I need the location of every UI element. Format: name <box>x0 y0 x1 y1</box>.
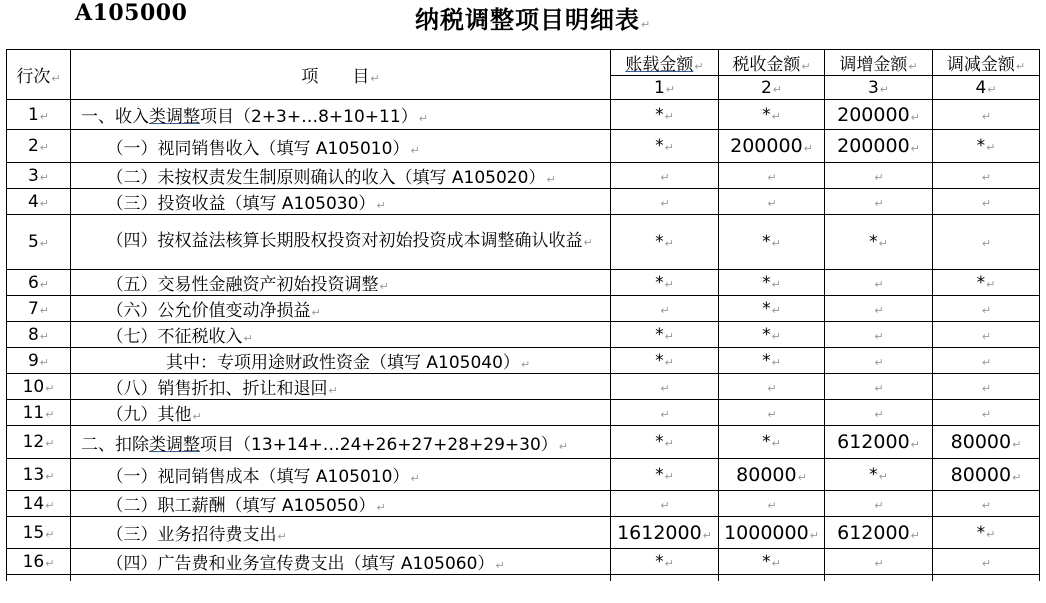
item-name-cell: （一）视同销售收入（填写 A105010）↵ <box>71 130 611 163</box>
book-amount-cell: 1612000↵ <box>611 517 719 549</box>
table-row <box>7 270 1040 296</box>
increase-amount-cell: ↵ <box>825 348 933 374</box>
table-row <box>7 491 1040 517</box>
tax-amount-cell: *↵ <box>719 322 825 348</box>
item-name-cell: （四）广告费和业务宣传费支出（填写 A105060）↵ <box>71 549 611 575</box>
row-number-cell: 4↵ <box>7 189 71 215</box>
table-row <box>7 296 1040 322</box>
tax-amount-cell: *↵ <box>719 426 825 459</box>
row-number-cell: 16↵ <box>7 549 71 575</box>
partial-cell <box>825 575 933 582</box>
decrease-amount-cell: ↵ <box>933 100 1040 130</box>
decrease-amount-cell: ↵ <box>933 374 1040 400</box>
partial-cell <box>71 575 611 582</box>
table-row <box>7 517 1040 549</box>
form-code: A105000 <box>75 0 188 26</box>
increase-amount-cell: ↵ <box>825 400 933 426</box>
decrease-amount-cell: ↵ <box>933 400 1040 426</box>
increase-amount-cell: 200000↵ <box>825 100 933 130</box>
item-name-cell: （三）业务招待费支出↵ <box>71 517 611 549</box>
increase-amount-cell: ↵ <box>825 189 933 215</box>
row-number-cell: 15↵ <box>7 517 71 549</box>
decrease-amount-cell: *↵ <box>933 130 1040 163</box>
increase-amount-cell: 612000↵ <box>825 426 933 459</box>
table-row <box>7 100 1040 130</box>
decrease-amount-cell: ↵ <box>933 296 1040 322</box>
book-amount-cell: *↵ <box>611 426 719 459</box>
row-number-cell: 6↵ <box>7 270 71 296</box>
increase-amount-cell: ↵ <box>825 270 933 296</box>
item-name-cell: （八）销售折扣、折让和退回↵ <box>71 374 611 400</box>
tax-amount-cell: ↵ <box>719 400 825 426</box>
item-name-cell: （六）公允价值变动净损益↵ <box>71 296 611 322</box>
tax-amount-cell: *↵ <box>719 270 825 296</box>
row-number-cell: 9↵ <box>7 348 71 374</box>
header-decrease-amount: 调减金额↵ <box>933 50 1040 76</box>
row-number-cell: 10↵ <box>7 374 71 400</box>
tax-amount-cell: *↵ <box>719 215 825 270</box>
table-row <box>7 348 1040 374</box>
increase-amount-cell: 200000↵ <box>825 130 933 163</box>
row-number-cell: 3↵ <box>7 163 71 189</box>
book-amount-cell: *↵ <box>611 549 719 575</box>
tax-amount-cell: ↵ <box>719 189 825 215</box>
tax-amount-cell: *↵ <box>719 100 825 130</box>
item-name-cell: 二、扣除类调整项目（13+14+…24+26+27+28+29+30）↵ <box>71 426 611 459</box>
header-tax-amount: 税收金额↵ <box>719 50 825 76</box>
decrease-amount-cell: ↵ <box>933 549 1040 575</box>
table-row <box>7 322 1040 348</box>
decrease-amount-cell: ↵ <box>933 322 1040 348</box>
partial-cell <box>933 575 1040 582</box>
increase-amount-cell: ↵ <box>825 163 933 189</box>
row-number-cell: 2↵ <box>7 130 71 163</box>
tax-amount-cell: ↵ <box>719 163 825 189</box>
row-number-cell: 1↵ <box>7 100 71 130</box>
decrease-amount-cell: 80000↵ <box>933 459 1040 491</box>
book-amount-cell: *↵ <box>611 130 719 163</box>
header-row <box>7 50 1040 76</box>
item-name-cell: （一）视同销售成本（填写 A105010）↵ <box>71 459 611 491</box>
decrease-amount-cell: ↵ <box>933 215 1040 270</box>
table-row <box>7 400 1040 426</box>
item-name-cell: （九）其他↵ <box>71 400 611 426</box>
increase-amount-cell: *↵ <box>825 215 933 270</box>
decrease-amount-cell: ↵ <box>933 348 1040 374</box>
book-amount-cell: ↵ <box>611 491 719 517</box>
table-row <box>7 549 1040 575</box>
tax-amount-cell: *↵ <box>719 348 825 374</box>
table-row <box>7 163 1040 189</box>
partial-cell <box>719 575 825 582</box>
item-name-cell: （二）职工薪酬（填写 A105050）↵ <box>71 491 611 517</box>
decrease-amount-cell: *↵ <box>933 517 1040 549</box>
col-number: 4↵ <box>933 76 1040 100</box>
table-row <box>7 189 1040 215</box>
row-number-cell: 13↵ <box>7 459 71 491</box>
decrease-amount-cell: 80000↵ <box>933 426 1040 459</box>
decrease-amount-cell: ↵ <box>933 189 1040 215</box>
row-number-cell: 12↵ <box>7 426 71 459</box>
header-item: 项 目↵ <box>71 50 611 100</box>
col-number: 3↵ <box>825 76 933 100</box>
tax-adjustment-table <box>6 49 1040 581</box>
decrease-amount-cell: ↵ <box>933 163 1040 189</box>
item-name-cell: 其中：专项用途财政性资金（填写 A105040）↵ <box>71 348 611 374</box>
increase-amount-cell: ↵ <box>825 491 933 517</box>
tax-amount-cell: ↵ <box>719 491 825 517</box>
table-row <box>7 130 1040 163</box>
table-row <box>7 374 1040 400</box>
tax-amount-cell: ↵ <box>719 374 825 400</box>
decrease-amount-cell: ↵ <box>933 491 1040 517</box>
item-name-cell: （三）投资收益（填写 A105030）↵ <box>71 189 611 215</box>
increase-amount-cell: ↵ <box>825 322 933 348</box>
header-book-amount: 账载金额↵ <box>611 50 719 76</box>
row-number-cell: 14↵ <box>7 491 71 517</box>
partial-cell <box>7 575 71 582</box>
book-amount-cell: *↵ <box>611 215 719 270</box>
book-amount-cell: ↵ <box>611 374 719 400</box>
increase-amount-cell: ↵ <box>825 296 933 322</box>
table-row-partial <box>7 575 1040 582</box>
row-number-cell: 11↵ <box>7 400 71 426</box>
tax-amount-cell: *↵ <box>719 549 825 575</box>
item-name-cell: （二）未按权责发生制原则确认的收入（填写 A105020）↵ <box>71 163 611 189</box>
header-increase-amount: 调增金额↵ <box>825 50 933 76</box>
item-name-cell: （七）不征税收入↵ <box>71 322 611 348</box>
item-name-cell: 一、收入类调整项目（2+3+…8+10+11）↵ <box>71 100 611 130</box>
tax-amount-cell: 80000↵ <box>719 459 825 491</box>
item-name-cell: （五）交易性金融资产初始投资调整↵ <box>71 270 611 296</box>
book-amount-cell: *↵ <box>611 459 719 491</box>
decrease-amount-cell: *↵ <box>933 270 1040 296</box>
partial-cell <box>611 575 719 582</box>
book-amount-cell: ↵ <box>611 189 719 215</box>
table-row <box>7 459 1040 491</box>
item-name-cell: （四）按权益法核算长期股权投资对初始投资成本调整确认收益↵ <box>71 215 611 270</box>
table-row <box>7 426 1040 459</box>
book-amount-cell: *↵ <box>611 100 719 130</box>
row-number-cell: 8↵ <box>7 322 71 348</box>
book-amount-cell: *↵ <box>611 322 719 348</box>
book-amount-cell: ↵ <box>611 296 719 322</box>
row-number-cell: 7↵ <box>7 296 71 322</box>
increase-amount-cell: ↵ <box>825 374 933 400</box>
table-row <box>7 215 1040 270</box>
form-title: 纳税调整项目明细表↵ <box>415 6 652 34</box>
tax-amount-cell: 1000000↵ <box>719 517 825 549</box>
col-number: 1↵ <box>611 76 719 100</box>
tax-amount-cell: 200000↵ <box>719 130 825 163</box>
book-amount-cell: *↵ <box>611 348 719 374</box>
tax-amount-cell: *↵ <box>719 296 825 322</box>
row-number-cell: 5↵ <box>7 215 71 270</box>
book-amount-cell: *↵ <box>611 270 719 296</box>
increase-amount-cell: ↵ <box>825 549 933 575</box>
header-row-no: 行次↵ <box>7 50 71 100</box>
book-amount-cell: ↵ <box>611 163 719 189</box>
col-number: 2↵ <box>719 76 825 100</box>
increase-amount-cell: 612000↵ <box>825 517 933 549</box>
increase-amount-cell: *↵ <box>825 459 933 491</box>
book-amount-cell: ↵ <box>611 400 719 426</box>
